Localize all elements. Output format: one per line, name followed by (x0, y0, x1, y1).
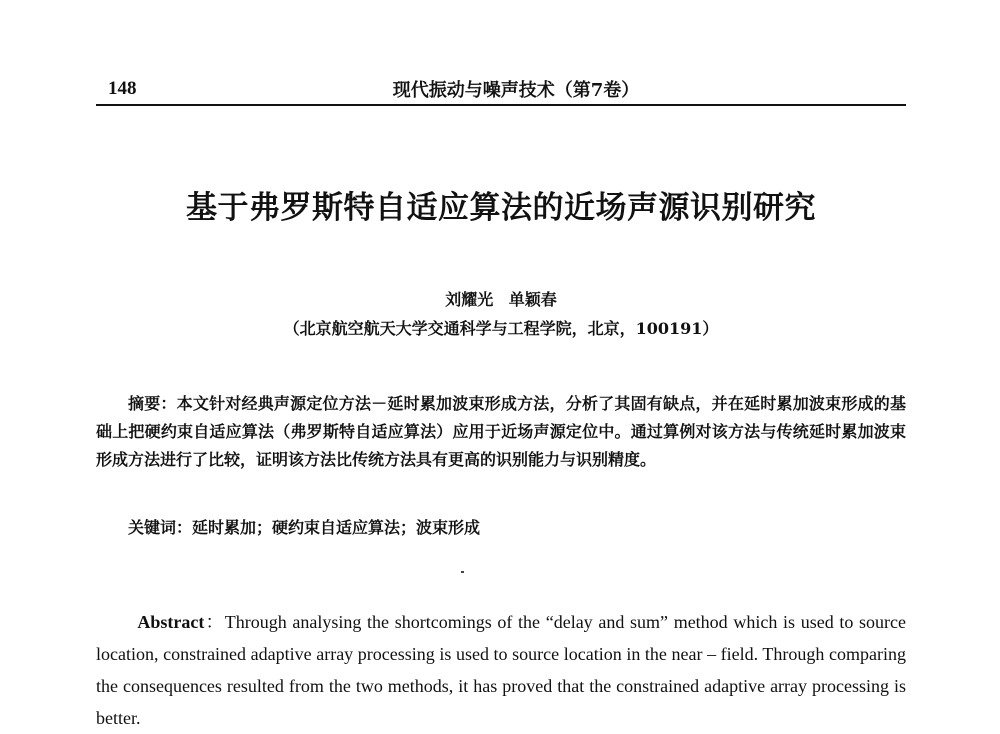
paper-title: 基于弗罗斯特自适应算法的近场声源识别研究 (186, 190, 816, 226)
english-abstract-text: Through analysing the shortcomings of the “delay and sum” method which is used to source location, constrained adaptive array processing is used to source location in the near – field. Through comparing the consequences resulted from the two methods, it has proved that the constrained adaptive array processing is better. (96, 612, 907, 728)
keywords-label: 关键词： (128, 518, 193, 537)
header-rule (96, 104, 906, 106)
english-abstract-separator: ： (204, 612, 225, 632)
chinese-abstract-label: 摘要： (128, 394, 177, 413)
affiliation: （北京航空航天大学交通科学与工程学院，北京，100191） (283, 319, 719, 338)
keywords (96, 515, 906, 538)
english-abstract (96, 606, 906, 734)
journal-title: 现代振动与噪声技术（第7卷） (392, 80, 640, 101)
chinese-abstract (96, 390, 906, 474)
author-list: 刘耀光 单颖春 (445, 290, 557, 309)
chinese-abstract-text: 本文针对经典声源定位方法－延时累加波束形成方法，分析了其固有缺点，并在延时累加波束形成的基础上把硬约束自适应算法（弗罗斯特自适应算法）应用于近场声源定位中。通过算例对该方法与传统延时累加波束形成方法进行了比较，证明该方法比传统方法具有更高的识别能力与识别精度。 (96, 394, 906, 469)
keywords-text: 延时累加；硬约束自适应算法；波束形成 (192, 518, 481, 537)
scan-speck (461, 571, 464, 573)
running-header (96, 74, 906, 102)
english-abstract-label: Abstract (137, 612, 205, 632)
page-number: 148 (108, 78, 137, 99)
